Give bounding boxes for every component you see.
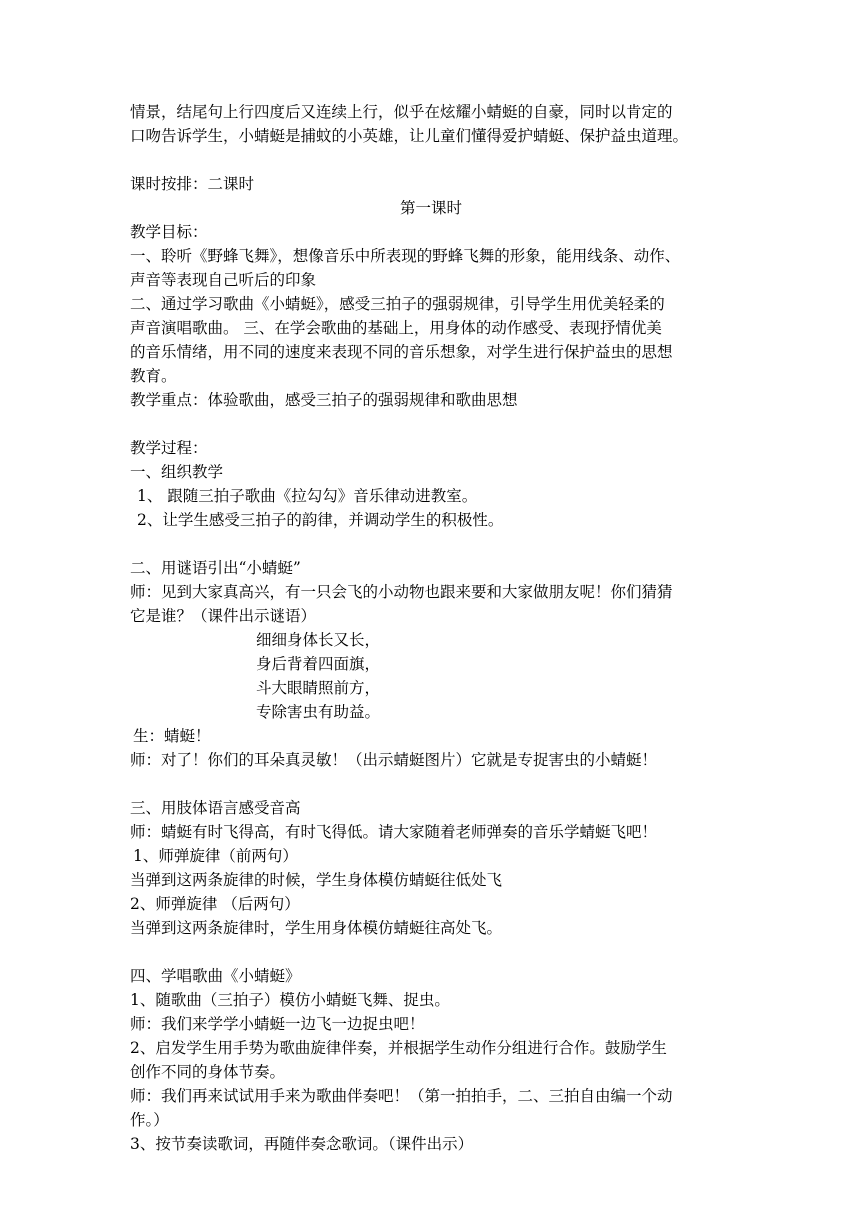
paragraph-line: 师：对了！你们的耳朵真灵敏！（出示蜻蜓图片）它就是专捉害虫的小蜻蜓！: [130, 751, 658, 769]
goal-line: 教育。: [130, 367, 177, 385]
riddle-line: 细细身体长又长，: [256, 631, 381, 649]
lesson-schedule: 课时按排：二课时: [130, 175, 255, 193]
riddle-line: 专除害虫有助益。: [256, 703, 381, 721]
lesson-title: 第一课时: [399, 199, 462, 217]
intro-line: 口吻告诉学生，小蜻蜓是捕蚊的小英雄，让儿童们懂得爱护蜻蜓、保护益虫道理。: [130, 127, 689, 145]
process-heading: 教学过程：: [130, 439, 208, 457]
section-title: 二、用谜语引出“小蜻蜓”: [130, 559, 301, 577]
section-title: 三、用肢体语言感受音高: [130, 799, 301, 817]
goals-heading: 教学目标：: [130, 223, 208, 241]
list-item: 1、师弹旋律（前两句）: [133, 847, 298, 865]
paragraph-line: 创作不同的身体节奏。: [130, 1063, 286, 1081]
spacer: [130, 532, 732, 556]
paragraph-line: 师：蜻蜓有时飞得高，有时飞得低。请大家随着老师弹奏的音乐学蜻蜓飞吧！: [130, 823, 658, 841]
list-item: 2、师弹旋律 （后两句）: [130, 895, 300, 913]
spacer: [130, 940, 732, 964]
paragraph-line: 当弹到这两条旋律的时候，学生身体模仿蜻蜓往低处飞: [130, 871, 503, 889]
riddle-line: 身后背着四面旗，: [256, 655, 381, 673]
goal-line: 一、聆听《野蜂飞舞》，想像音乐中所表现的野蜂飞舞的形象，能用线条、动作、: [130, 247, 681, 265]
document-page: [130, 100, 732, 1156]
paragraph-line: 师：我们来学学小蜻蜓一边飞一边捉虫吧！: [130, 1015, 425, 1033]
list-item: 1、 跟随三拍子歌曲《拉勾勾》音乐律动进教室。: [137, 487, 478, 505]
goal-line: 声音演唱歌曲。 三、在学会歌曲的基础上，用身体的动作感受、表现抒情优美: [130, 319, 662, 337]
paragraph-line: 师：见到大家真高兴，有一只会飞的小动物也跟来要和大家做朋友呢！你们猜猜: [130, 583, 673, 601]
list-item: 2、启发学生用手势为歌曲旋律伴奏，并根据学生动作分组进行合作。鼓励学生: [130, 1039, 667, 1057]
section-title: 四、学唱歌曲《小蜻蜓》: [130, 967, 301, 985]
paragraph-line: 生：蜻蜓！: [133, 727, 211, 745]
goal-line: 的音乐情绪，用不同的速度来表现不同的音乐想象，对学生进行保护益虫的思想: [130, 343, 673, 361]
spacer: [130, 772, 732, 796]
riddle-line: 斗大眼睛照前方，: [256, 679, 381, 697]
spacer: [130, 148, 732, 172]
list-item: 1、随歌曲（三拍子）模仿小蜻蜓飞舞、捉虫。: [130, 991, 450, 1009]
paragraph-line: 它是谁？（课件出示谜语）: [130, 607, 317, 625]
intro-line: 情景，结尾句上行四度后又连续上行，似乎在炫耀小蜻蜓的自豪，同时以肯定的: [130, 103, 673, 121]
paragraph-line: 作。）: [130, 1111, 169, 1129]
goal-line: 声音等表现自己听后的印象: [130, 271, 317, 289]
section-title: 一、组织教学: [130, 463, 224, 481]
list-item: 3、按节奏读歌词，再随伴奏念歌词。（课件出示）: [130, 1135, 474, 1153]
spacer: [130, 412, 732, 436]
goal-line: 二、通过学习歌曲《小蜻蜓》，感受三拍子的强弱规律，引导学生用优美轻柔的: [130, 295, 665, 313]
paragraph-line: 师：我们再来试试用手来为歌曲伴奏吧！（第一拍拍手，二、三拍自由编一个动: [130, 1087, 673, 1105]
paragraph-line: 当弹到这两条旋律时，学生用身体模仿蜻蜓往高处飞。: [130, 919, 503, 937]
list-item: 2、让学生感受三拍子的韵律，并调动学生的积极性。: [137, 511, 504, 529]
key-point: 教学重点：体验歌曲，感受三拍子的强弱规律和歌曲思想: [130, 391, 518, 409]
